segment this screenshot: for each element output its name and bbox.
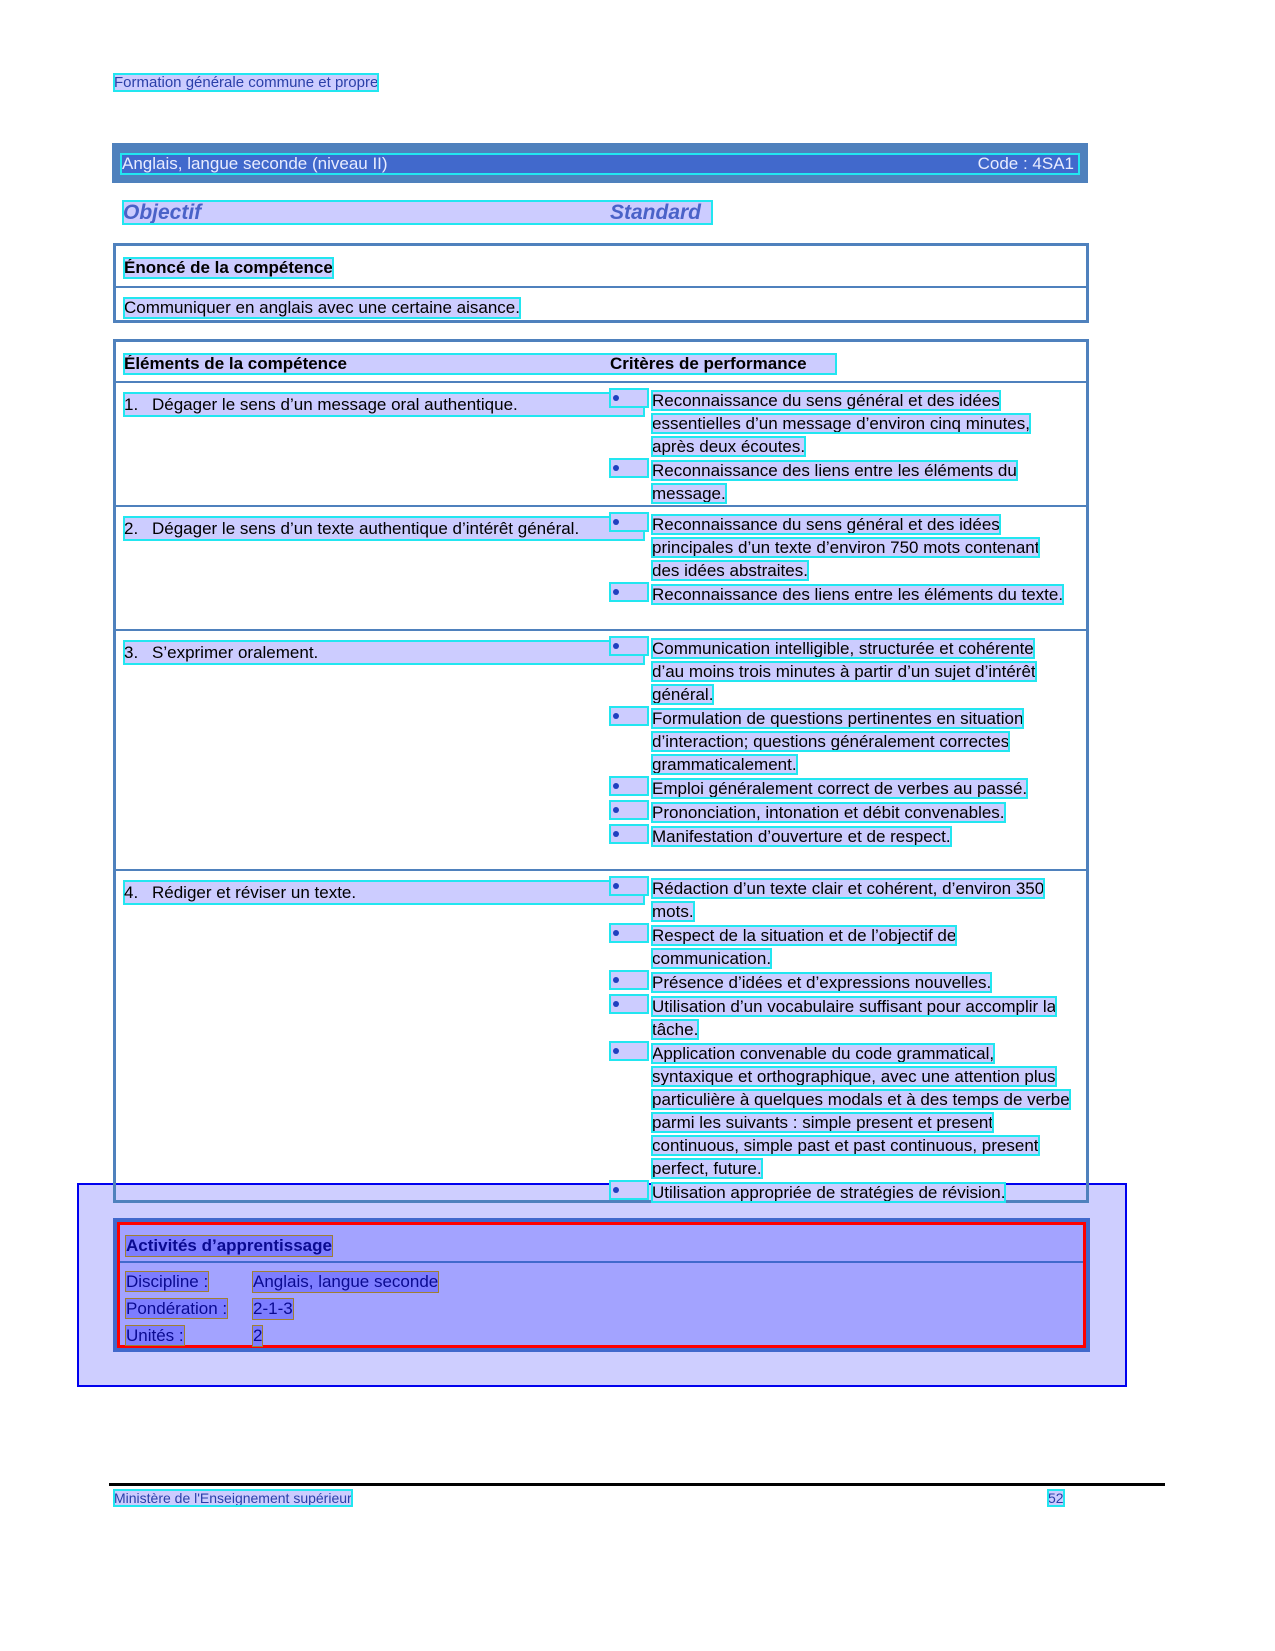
bullet-icon [610, 707, 648, 725]
bullet-icon [610, 825, 648, 843]
criterion-item [610, 877, 1070, 923]
table-header [124, 354, 836, 374]
table-row [116, 505, 1086, 629]
criterion-text: Rédaction d’un texte clair et cohérent, d’environ 350 mots. [652, 879, 1045, 921]
element-label: Dégager le sens d’un message oral authentique. [152, 395, 518, 414]
criterion-text: Reconnaissance du sens général et des idées essentielles d’un message d’environ cinq minutes, après deux écoutes. [652, 391, 1030, 456]
bullet-icon [610, 877, 648, 895]
ponderation-line [126, 1299, 293, 1319]
bullet-icon [610, 637, 648, 655]
col-criteres: Critères de performance [610, 354, 807, 373]
element-text [124, 881, 644, 904]
competence-text: Communiquer en anglais avec une certaine aisance. [124, 298, 520, 317]
footer-rule [109, 1483, 1165, 1486]
discipline-label: Discipline : [126, 1272, 209, 1291]
competence-elements-table [113, 339, 1089, 1203]
table-row [116, 869, 1086, 1201]
course-title-bar [112, 143, 1088, 183]
bullet-icon [610, 583, 648, 601]
competence-heading: Énoncé de la compétence [124, 258, 333, 277]
table-row [116, 381, 1086, 505]
criterion-text: Reconnaissance des liens entre les éléments du message. [652, 461, 1017, 503]
criterion-item [610, 389, 1070, 458]
criterion-text: Emploi généralement correct de verbes au passé. [652, 779, 1028, 798]
criterion-item [610, 513, 1070, 582]
col-elements: Éléments de la compétence [124, 354, 347, 373]
bullet-icon [610, 801, 648, 819]
objectif-label: Objectif [123, 201, 202, 224]
criteria-list [610, 877, 1070, 1205]
footer-ministry: Ministère de l'Enseignement supérieur [114, 1490, 352, 1506]
criterion-text: Formulation de questions pertinentes en situation d’interaction; questions généralement correctes grammaticalement. [652, 709, 1024, 774]
criterion-item [610, 637, 1070, 706]
criterion-text: Respect de la situation et de l’objectif de communication. [652, 926, 957, 968]
criterion-text: Présence d’idées et d’expressions nouvelles. [652, 973, 992, 992]
discipline-line [126, 1272, 439, 1292]
criterion-item [610, 707, 1070, 776]
element-number: 3. [124, 643, 139, 662]
bullet-icon [610, 971, 648, 989]
divider [120, 1261, 1083, 1263]
learning-activities-box [113, 1218, 1090, 1352]
criteria-list [610, 389, 1070, 506]
activities-heading: Activités d’apprentissage [126, 1236, 332, 1255]
bullet-icon [610, 513, 648, 531]
element-text [124, 641, 644, 664]
standard-label: Standard [610, 201, 702, 224]
unites-value: 2 [253, 1326, 263, 1345]
criterion-text: Reconnaissance du sens général et des idées principales d’un texte d’environ 750 mots contenant des idées abstraites. [652, 515, 1040, 580]
element-number: 2. [124, 519, 139, 538]
criterion-item [610, 1042, 1070, 1180]
criterion-item [610, 459, 1070, 505]
criterion-item [610, 924, 1070, 970]
element-label: Rédiger et réviser un texte. [152, 883, 357, 902]
bullet-icon [610, 1042, 648, 1060]
learning-activities-inner [117, 1222, 1086, 1348]
unites-label: Unités : [126, 1326, 184, 1345]
divider [116, 286, 1086, 288]
criterion-item [610, 801, 1070, 824]
program-label: Formation générale commune et propre [114, 74, 379, 91]
bullet-icon [610, 995, 648, 1013]
criteria-list [610, 637, 1070, 849]
criterion-item [610, 971, 1070, 994]
bullet-icon [610, 777, 648, 795]
table-row [116, 629, 1086, 869]
criterion-text: Communication intelligible, structurée et cohérente d’au moins trois minutes à partir d’un sujet d’intérêt général. [652, 639, 1036, 704]
criterion-item [610, 777, 1070, 800]
course-title: Anglais, langue seconde (niveau II) [122, 154, 388, 173]
criterion-item [610, 995, 1070, 1041]
criterion-text: Manifestation d’ouverture et de respect. [652, 827, 951, 846]
unites-line [126, 1326, 263, 1346]
course-code: Code : 4SA1 [977, 154, 1074, 173]
ponderation-label: Pondération : [126, 1299, 228, 1318]
criteria-list [610, 513, 1070, 607]
element-text [124, 393, 644, 416]
element-number: 1. [124, 395, 139, 414]
criterion-text: Reconnaissance des liens entre les éléments du texte. [652, 585, 1064, 604]
element-text [124, 517, 644, 540]
bullet-icon [610, 924, 648, 942]
bullet-icon [610, 1181, 648, 1199]
course-title-inner [122, 155, 1078, 173]
page-number: 52 [1048, 1490, 1064, 1506]
criterion-item [610, 825, 1070, 848]
criterion-item [610, 583, 1070, 606]
criterion-text: Utilisation d’un vocabulaire suffisant pour accomplir la tâche. [652, 997, 1057, 1039]
bullet-icon [610, 459, 648, 477]
discipline-value: Anglais, langue seconde [253, 1272, 439, 1291]
competence-statement-box [113, 243, 1089, 323]
element-label: Dégager le sens d’un texte authentique d’intérêt général. [152, 519, 580, 538]
criterion-text: Application convenable du code grammatical, syntaxique et orthographique, avec une attention plus particulière à quelques modals et à des temps de verbe parmi les suivants : simple present et present continuous, simple past et past continuous, present perfect, future. [652, 1044, 1070, 1178]
element-label: S’exprimer oralement. [152, 643, 319, 662]
criterion-text: Prononciation, intonation et débit convenables. [652, 803, 1005, 822]
criterion-text: Utilisation appropriée de stratégies de révision. [652, 1183, 1006, 1202]
ponderation-value: 2-1-3 [253, 1299, 293, 1318]
criterion-item [610, 1181, 1070, 1204]
element-number: 4. [124, 883, 139, 902]
bullet-icon [610, 389, 648, 407]
objective-header [123, 201, 712, 224]
